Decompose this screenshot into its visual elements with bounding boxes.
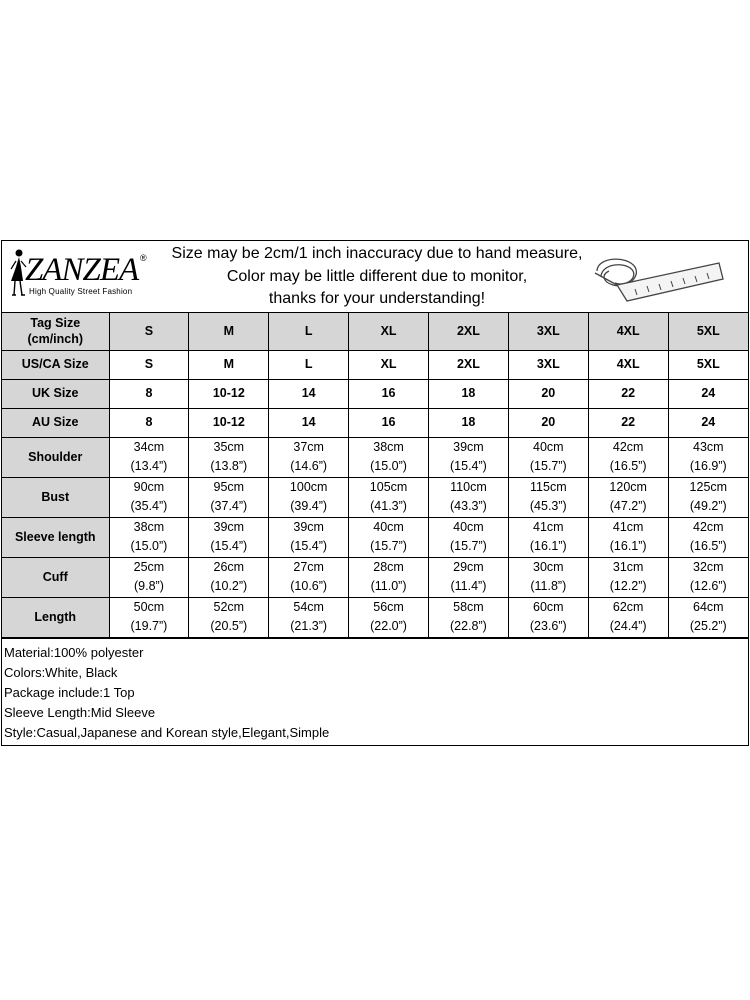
- size-header-cell: 5XL: [668, 313, 748, 350]
- size-header-cell: M: [189, 313, 269, 350]
- table-cell: 25cm (9.8”): [109, 557, 189, 597]
- brand-logo: [5, 245, 155, 301]
- size-table: [2, 313, 748, 638]
- chart-header: [2, 241, 748, 313]
- size-header-cell: 3XL: [508, 313, 588, 350]
- table-cell: 90cm (35.4”): [109, 477, 189, 517]
- row-label: UK Size: [2, 379, 109, 408]
- table-cell: 39cm (15.4”): [269, 517, 349, 557]
- registered-mark: ®: [140, 253, 147, 263]
- row-label: Sleeve length: [2, 517, 109, 557]
- detail-line: Material:100% polyester: [4, 644, 144, 660]
- table-cell: 5XL: [668, 350, 748, 379]
- table-row: [2, 350, 748, 379]
- table-row: [2, 437, 748, 477]
- table-cell: 37cm (14.6”): [269, 437, 349, 477]
- table-cell: 64cm (25.2”): [668, 597, 748, 637]
- table-cell: 31cm (12.2”): [588, 557, 668, 597]
- table-cell: 34cm (13.4”): [109, 437, 189, 477]
- row-label: AU Size: [2, 408, 109, 437]
- table-row: [2, 597, 748, 637]
- table-row: [2, 557, 748, 597]
- table-cell: 3XL: [508, 350, 588, 379]
- table-cell: 29cm (11.4”): [429, 557, 509, 597]
- table-cell: 43cm (16.9”): [668, 437, 748, 477]
- table-row: [2, 408, 748, 437]
- row-label: Cuff: [2, 557, 109, 597]
- table-cell: 95cm (37.4”): [189, 477, 269, 517]
- table-cell: 28cm (11.0”): [349, 557, 429, 597]
- table-cell: 10-12: [189, 408, 269, 437]
- table-cell: 52cm (20.5”): [189, 597, 269, 637]
- table-row: [2, 517, 748, 557]
- table-cell: 125cm (49.2”): [668, 477, 748, 517]
- table-cell: 120cm (47.2”): [588, 477, 668, 517]
- table-cell: 39cm (15.4”): [429, 437, 509, 477]
- table-cell: S: [109, 350, 189, 379]
- table-cell: 16: [349, 379, 429, 408]
- table-cell: 62cm (24.4”): [588, 597, 668, 637]
- size-header-cell: S: [109, 313, 189, 350]
- detail-line: Sleeve Length:Mid Sleeve: [4, 704, 156, 720]
- table-cell: 8: [109, 408, 189, 437]
- table-cell: 18: [429, 379, 509, 408]
- table-cell: L: [269, 350, 349, 379]
- row-label: US/CA Size: [2, 350, 109, 379]
- table-cell: 2XL: [429, 350, 509, 379]
- notice-line: thanks for your understanding!: [268, 290, 486, 307]
- brand-tagline: High Quality Street Fashion: [29, 287, 133, 296]
- row-label: Length: [2, 597, 109, 637]
- brand-name: ZANZEA: [25, 252, 139, 288]
- table-cell: 60cm (23.6”): [508, 597, 588, 637]
- detail-line: Package include:1 Top: [4, 684, 135, 700]
- table-cell: 56cm (22.0”): [349, 597, 429, 637]
- table-cell: 22: [588, 379, 668, 408]
- size-chart: [1, 240, 749, 746]
- size-header-cell: XL: [349, 313, 429, 350]
- table-cell: 14: [269, 379, 349, 408]
- table-cell: 35cm (13.8”): [189, 437, 269, 477]
- table-cell: 27cm (10.6”): [269, 557, 349, 597]
- measure-notice: [152, 243, 602, 311]
- table-cell: 110cm (43.3”): [429, 477, 509, 517]
- table-row: [2, 313, 748, 350]
- table-cell: 42cm (16.5”): [588, 437, 668, 477]
- table-cell: 42cm (16.5”): [668, 517, 748, 557]
- table-cell: 24: [668, 408, 748, 437]
- table-cell: 26cm (10.2”): [189, 557, 269, 597]
- table-cell: 41cm (16.1”): [588, 517, 668, 557]
- table-cell: 32cm (12.6”): [668, 557, 748, 597]
- table-cell: 40cm (15.7”): [508, 437, 588, 477]
- table-cell: 14: [269, 408, 349, 437]
- table-cell: 38cm (15.0”): [109, 517, 189, 557]
- size-header-cell: L: [269, 313, 349, 350]
- product-details: [2, 638, 748, 745]
- table-cell: 16: [349, 408, 429, 437]
- size-header-cell: 2XL: [429, 313, 509, 350]
- table-cell: 115cm (45.3”): [508, 477, 588, 517]
- table-cell: 22: [588, 408, 668, 437]
- table-cell: 20: [508, 408, 588, 437]
- table-cell: 4XL: [588, 350, 668, 379]
- table-cell: 39cm (15.4”): [189, 517, 269, 557]
- table-cell: 58cm (22.8”): [429, 597, 509, 637]
- table-cell: 100cm (39.4”): [269, 477, 349, 517]
- table-row: [2, 477, 748, 517]
- notice-line: Color may be little different due to monitor,: [226, 267, 528, 285]
- table-cell: 10-12: [189, 379, 269, 408]
- detail-line: Colors:White, Black: [4, 664, 118, 680]
- measuring-tape-icon: [587, 249, 727, 305]
- table-cell: 24: [668, 379, 748, 408]
- table-cell: 40cm (15.7”): [349, 517, 429, 557]
- table-cell: 50cm (19.7”): [109, 597, 189, 637]
- table-cell: 18: [429, 408, 509, 437]
- detail-line: Style:Casual,Japanese and Korean style,Elegant,Simple: [4, 724, 330, 740]
- notice-line: Size may be 2cm/1 inch inaccuracy due to hand measure,: [171, 245, 583, 262]
- row-label: Bust: [2, 477, 109, 517]
- table-row: [2, 379, 748, 408]
- tag-size-label: Tag Size (cm/inch): [2, 313, 109, 350]
- row-label: Shoulder: [2, 437, 109, 477]
- table-cell: XL: [349, 350, 429, 379]
- table-cell: 8: [109, 379, 189, 408]
- table-cell: M: [189, 350, 269, 379]
- table-cell: 41cm (16.1”): [508, 517, 588, 557]
- table-cell: 20: [508, 379, 588, 408]
- table-cell: 105cm (41.3”): [349, 477, 429, 517]
- table-cell: 40cm (15.7”): [429, 517, 509, 557]
- table-cell: 30cm (11.8”): [508, 557, 588, 597]
- size-header-cell: 4XL: [588, 313, 668, 350]
- table-cell: 54cm (21.3”): [269, 597, 349, 637]
- table-cell: 38cm (15.0”): [349, 437, 429, 477]
